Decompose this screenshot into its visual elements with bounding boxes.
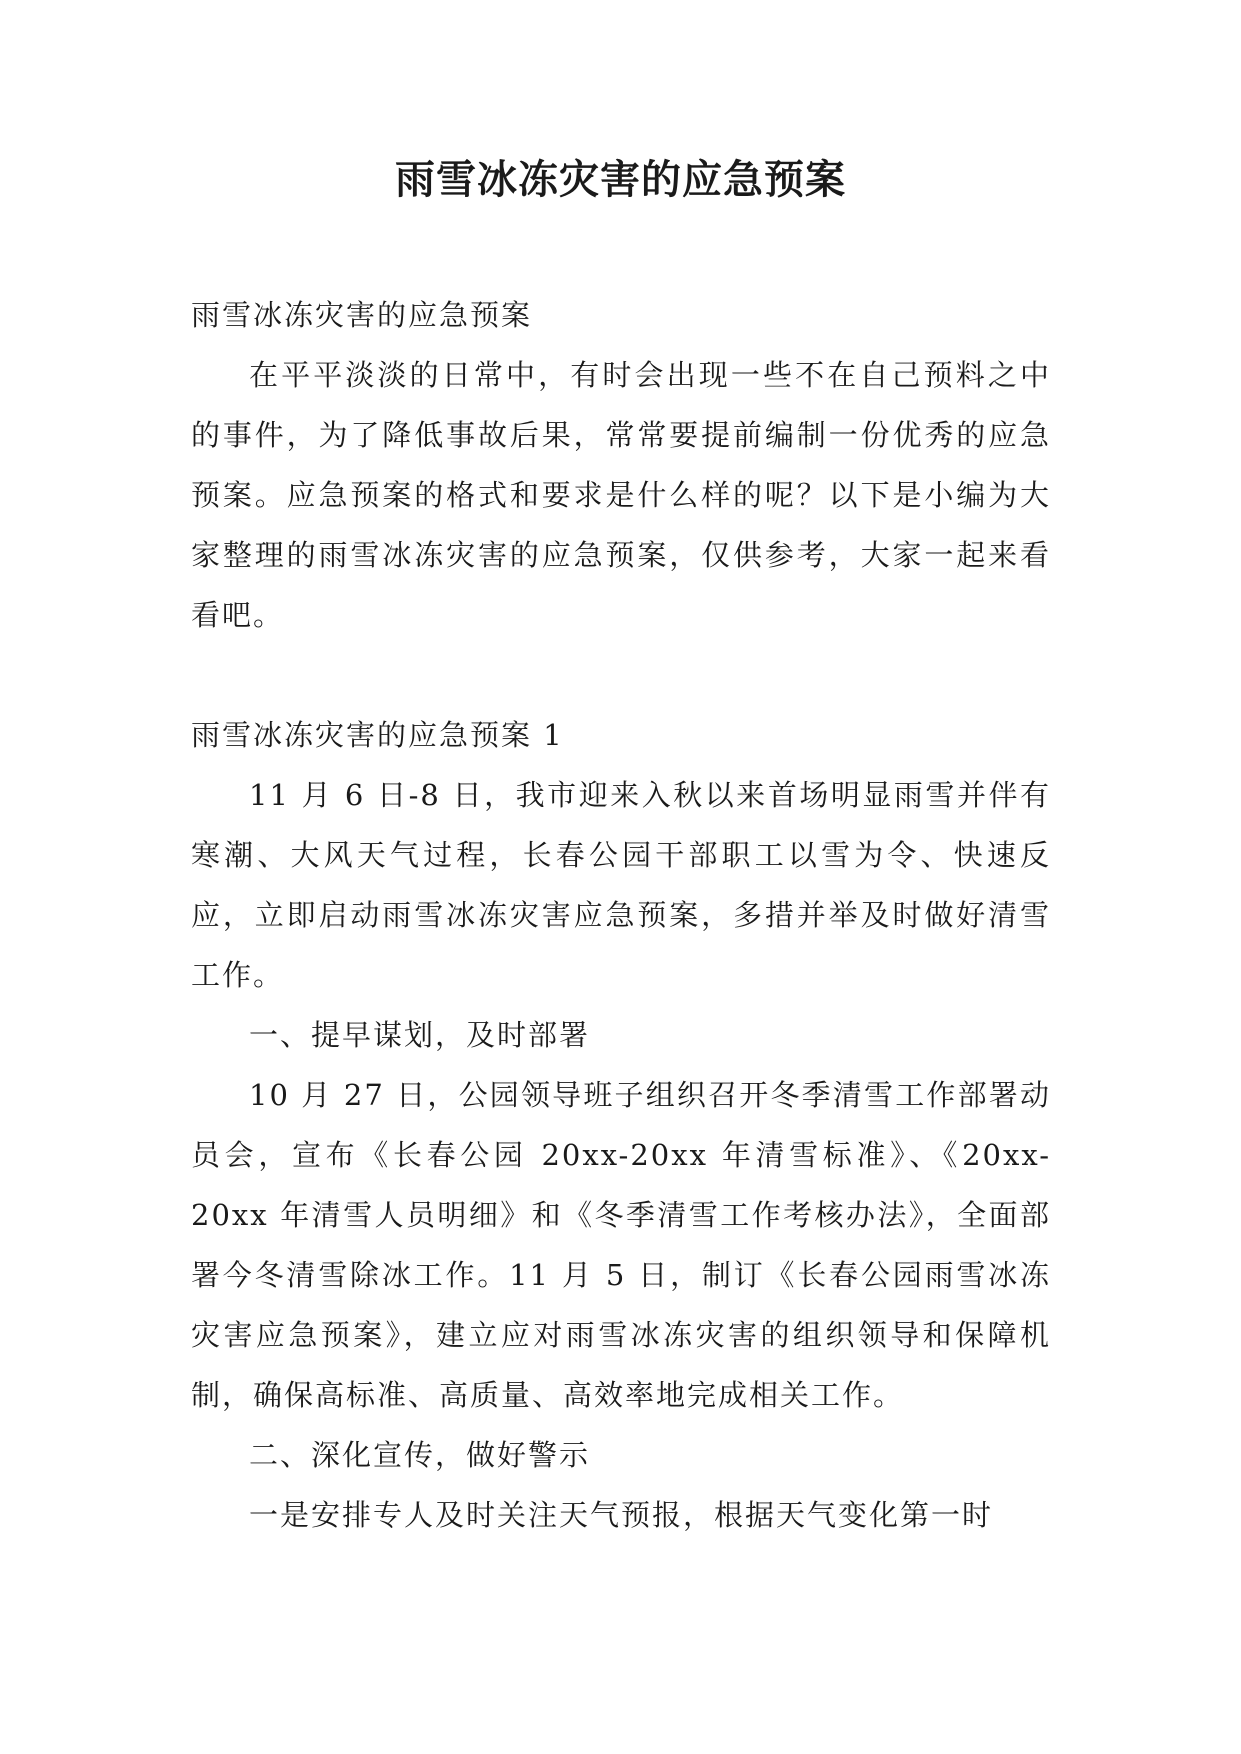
paragraph-3: 一是安排专人及时关注天气预报，根据天气变化第一时: [249, 1498, 994, 1532]
intro-paragraph: 在平平淡淡的日常中，有时会出现一些不在自己预料之中的事件，为了降低事故后果，常常要提前编制一份优秀的应急预案。应急预案的格式和要求是什么样的呢？以下是小编为大家整理的雨雪冰冻灾害的应急预案，仅供参考，大家一起来看看吧。: [191, 358, 1051, 632]
paragraph-spacer: [191, 645, 1051, 705]
page-title: 雨雪冰冻灾害的应急预案: [395, 156, 846, 203]
paragraph-1: 11 月 6 日-8 日，我市迎来入秋以来首场明显雨雪并伴有寒潮、大风天气过程，长春公园干部职工以雪为令、快速反应，立即启动雨雪冰冻灾害应急预案，多措并举及时做好清雪工作。: [191, 778, 1051, 992]
document-subtitle: 雨雪冰冻灾害的应急预案: [191, 298, 533, 332]
document-body: [191, 285, 1051, 1545]
heading-1: 一、提早谋划，及时部署: [249, 1018, 591, 1052]
section-title: 雨雪冰冻灾害的应急预案 1: [191, 718, 564, 752]
paragraph-2: 10 月 27 日，公园领导班子组织召开冬季清雪工作部署动员会，宣布《长春公园 20xx-20xx 年清雪标准》、《20xx-20xx 年清雪人员明细》和《冬季清雪工作考核办法》，全面部署今冬清雪除冰工作。11 月 5 日，制订《长春公园雨雪冰冻灾害应急预案》，建立应对雨雪冰冻灾害的组织领导和保障机制，确保高标准、高质量、高效率地完成相关工作。: [191, 1078, 1051, 1412]
heading-2: 二、深化宣传，做好警示: [249, 1438, 591, 1472]
